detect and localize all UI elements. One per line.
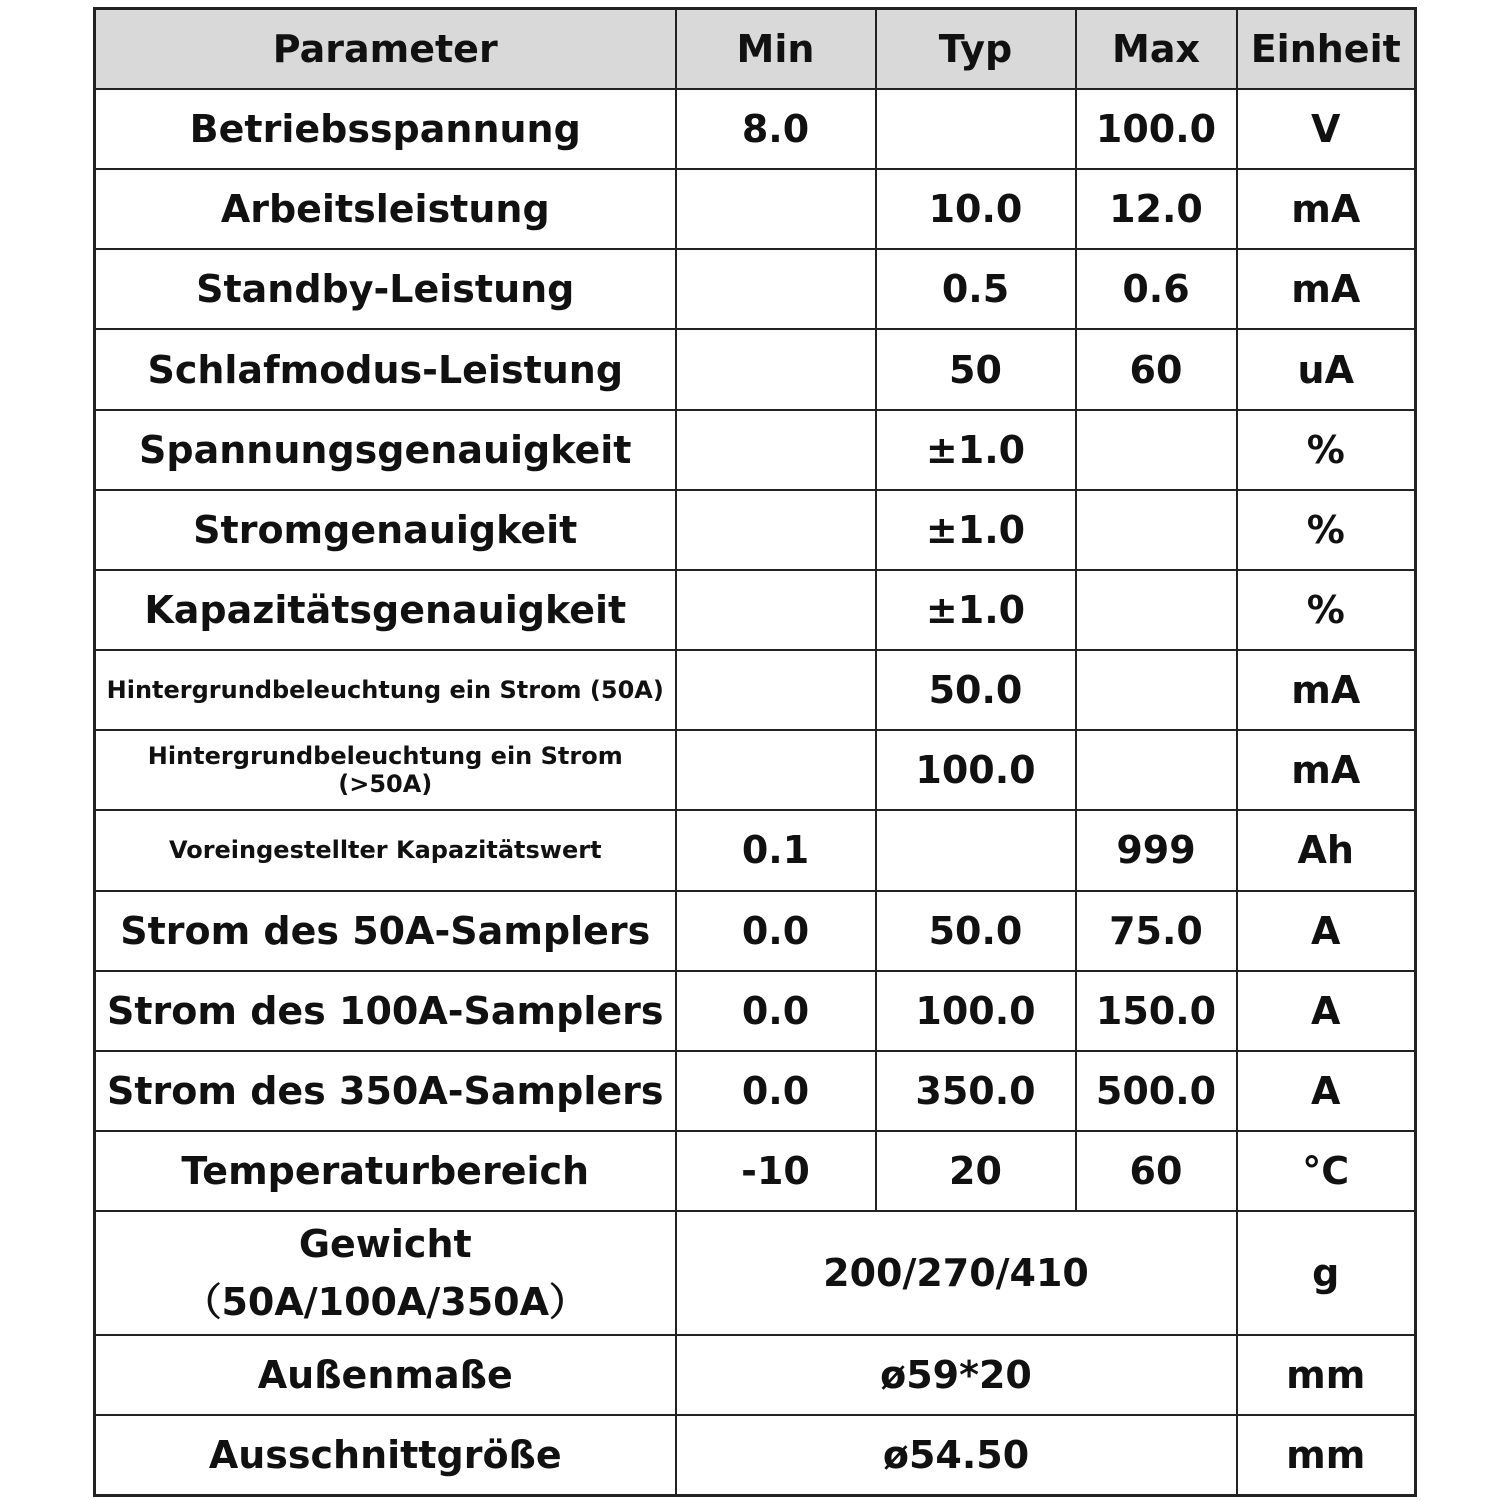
cell-min [676,169,876,249]
cell-parameter: Arbeitsleistung [95,169,676,249]
cell-merged-value: 200/270/410 [676,1211,1237,1334]
cell-max [1076,650,1237,730]
cell-parameter: Ausschnittgröße [95,1415,676,1496]
header-max: Max [1076,9,1237,90]
table-row [95,650,1416,730]
table-row [95,1051,1416,1131]
cell-typ: ±1.0 [876,410,1076,490]
cell-min [676,570,876,650]
cell-unit: % [1237,490,1416,570]
header-unit: Einheit [1237,9,1416,90]
cell-min: 0.1 [676,810,876,890]
cell-unit: A [1237,971,1416,1051]
cell-typ: 10.0 [876,169,1076,249]
cell-max: 0.6 [1076,249,1237,329]
cell-unit: mm [1237,1415,1416,1496]
cell-max: 60 [1076,1131,1237,1211]
cell-max: 500.0 [1076,1051,1237,1131]
table-row [95,971,1416,1051]
header-min: Min [676,9,876,90]
cell-typ [876,810,1076,890]
cell-max: 75.0 [1076,891,1237,971]
cell-max: 60 [1076,329,1237,409]
cell-unit: Ah [1237,810,1416,890]
cell-unit: mA [1237,650,1416,730]
table-row [95,1131,1416,1211]
cell-unit: uA [1237,329,1416,409]
table-row [95,1415,1416,1496]
cell-unit: mA [1237,730,1416,810]
cell-parameter: Hintergrundbeleuchtung ein Strom (50A) [95,650,676,730]
cell-max [1076,410,1237,490]
cell-unit: mA [1237,249,1416,329]
cell-typ: 350.0 [876,1051,1076,1131]
cell-parameter: Hintergrundbeleuchtung ein Strom (>50A) [95,730,676,810]
cell-min [676,730,876,810]
table-row-weight [95,1211,1416,1334]
cell-typ: ±1.0 [876,570,1076,650]
cell-min: -10 [676,1131,876,1211]
cell-parameter: Betriebsspannung [95,89,676,169]
cell-unit: % [1237,570,1416,650]
table-row [95,329,1416,409]
cell-merged-value: ø59*20 [676,1335,1237,1415]
cell-min [676,650,876,730]
cell-unit: A [1237,1051,1416,1131]
cell-unit: % [1237,410,1416,490]
cell-max: 12.0 [1076,169,1237,249]
table-row [95,249,1416,329]
cell-typ: 100.0 [876,730,1076,810]
cell-unit: °C [1237,1131,1416,1211]
cell-max: 150.0 [1076,971,1237,1051]
header-parameter: Parameter [95,9,676,90]
cell-parameter: Strom des 50A-Samplers [95,891,676,971]
cell-typ [876,89,1076,169]
cell-parameter [95,1211,676,1334]
cell-min [676,329,876,409]
cell-max: 999 [1076,810,1237,890]
cell-typ: 50.0 [876,650,1076,730]
cell-min [676,249,876,329]
cell-max [1076,570,1237,650]
table-row [95,1335,1416,1415]
cell-unit: mm [1237,1335,1416,1415]
cell-parameter: Kapazitätsgenauigkeit [95,570,676,650]
cell-max: 100.0 [1076,89,1237,169]
cell-typ: 50.0 [876,891,1076,971]
weight-label: Gewicht [298,1221,472,1266]
table-row [95,730,1416,810]
cell-merged-value: ø54.50 [676,1415,1237,1496]
cell-parameter: Spannungsgenauigkeit [95,410,676,490]
cell-unit: A [1237,891,1416,971]
cell-min: 0.0 [676,891,876,971]
cell-max [1076,730,1237,810]
cell-min: 8.0 [676,89,876,169]
cell-parameter: Außenmaße [95,1335,676,1415]
cell-typ: 50 [876,329,1076,409]
cell-unit: g [1237,1211,1416,1334]
cell-min [676,490,876,570]
cell-typ: 20 [876,1131,1076,1211]
cell-typ: 0.5 [876,249,1076,329]
cell-typ: ±1.0 [876,490,1076,570]
cell-unit: mA [1237,169,1416,249]
table-row [95,891,1416,971]
cell-parameter: Stromgenauigkeit [95,490,676,570]
cell-max [1076,490,1237,570]
table-row [95,169,1416,249]
cell-min [676,410,876,490]
cell-parameter: Strom des 100A-Samplers [95,971,676,1051]
cell-typ: 100.0 [876,971,1076,1051]
table-row [95,410,1416,490]
header-row [95,9,1416,90]
cell-parameter: Strom des 350A-Samplers [95,1051,676,1131]
spec-table [93,7,1417,1497]
table-row [95,570,1416,650]
header-typ: Typ [876,9,1076,90]
table-row [95,490,1416,570]
cell-parameter: Temperaturbereich [95,1131,676,1211]
table-row [95,810,1416,890]
cell-min: 0.0 [676,971,876,1051]
cell-parameter: Standby-Leistung [95,249,676,329]
weight-variants: （50A/100A/350A） [183,1279,587,1324]
cell-parameter: Schlafmodus-Leistung [95,329,676,409]
cell-min: 0.0 [676,1051,876,1131]
cell-unit: V [1237,89,1416,169]
table-row [95,89,1416,169]
cell-parameter: Voreingestellter Kapazitätswert [95,810,676,890]
